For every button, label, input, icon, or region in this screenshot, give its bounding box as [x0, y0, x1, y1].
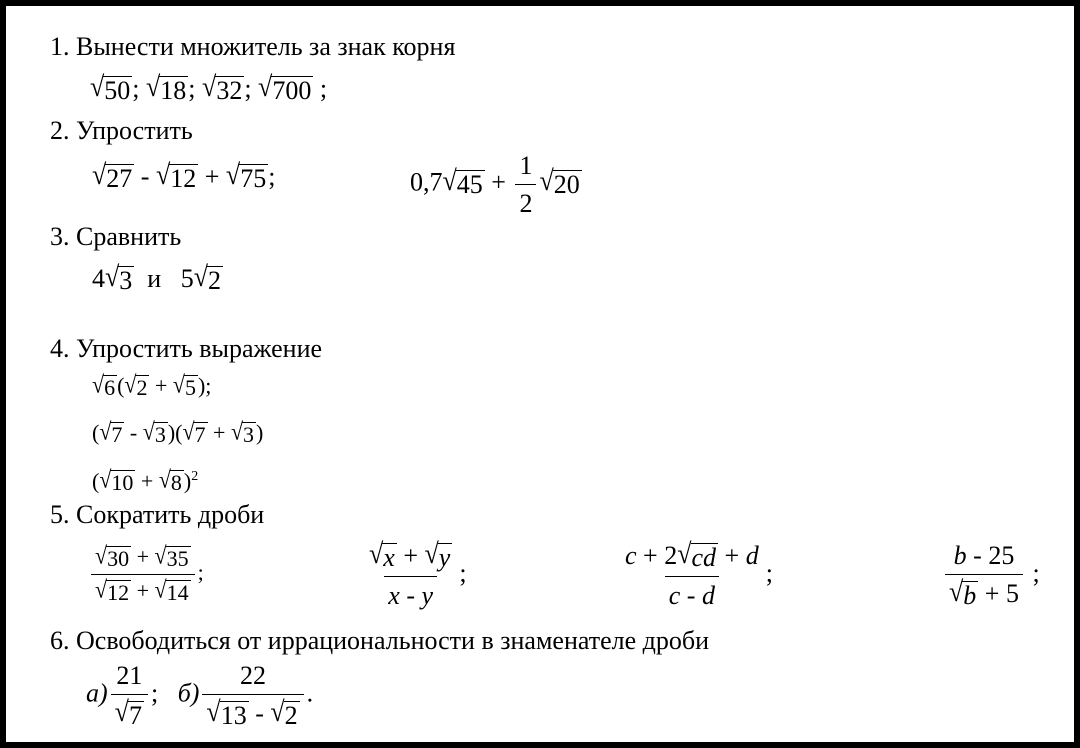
worksheet-page	[6, 6, 1074, 742]
sqrt: √ 50	[90, 70, 131, 105]
task-5-fraction-3: c + 2 √ cd + d c - d ;	[625, 537, 773, 610]
task-1-title: 1. Вынести множитель за знак корня	[50, 32, 456, 61]
task-4-expression-1: √ 6 ( √ 2 + √ 5 );	[92, 370, 212, 400]
fraction-one-half: $\frac{1}{2}$	[515, 150, 536, 219]
task-1-expression: √ 50 ; √ 18 ; √ 32 ; √ 700 ;	[90, 70, 328, 105]
sqrt: √ 700	[258, 70, 312, 105]
sqrt: √ 32	[202, 70, 243, 105]
task-2-expression-a: √ 27 - √ 12 + √ 75 ;	[92, 158, 276, 193]
task-4-expression-2: ( √ 7 - √ 3 )( √ 7 + √ 3 )	[92, 417, 264, 447]
task-3-expression: 4 √ 3 и 5 √ 2	[92, 260, 221, 295]
sqrt: √ 18	[146, 70, 187, 105]
task-2-title: 2. Упростить	[50, 116, 193, 145]
task-5-title: 5. Сократить дроби	[50, 500, 265, 529]
task-5-fraction-1: √ 30 + √ 35 √ 12 + √ 14 ;	[88, 544, 204, 605]
task-5-fraction-2: √ x + √ y x - y ;	[369, 537, 467, 610]
task-2-expression-b: 0,7 √ 45 + $\frac{1}{2}$ √ 20	[410, 151, 580, 219]
task-4-title: 4. Упростить выражение	[50, 334, 323, 363]
task-3-title: 3. Сравнить	[50, 222, 182, 251]
task-6-expressions: а) 21 √ 7 ; б) 22 √ 13 - √ 2 .	[86, 661, 314, 731]
task-6-title: 6. Освободиться от иррациональности в знаменателе дроби	[50, 626, 710, 655]
task-5-fraction-4: b - 25 √ b + 5 ;	[942, 540, 1040, 611]
task-4-expression-3: ( √ 10 + √ 8 )$^2$	[92, 465, 199, 496]
